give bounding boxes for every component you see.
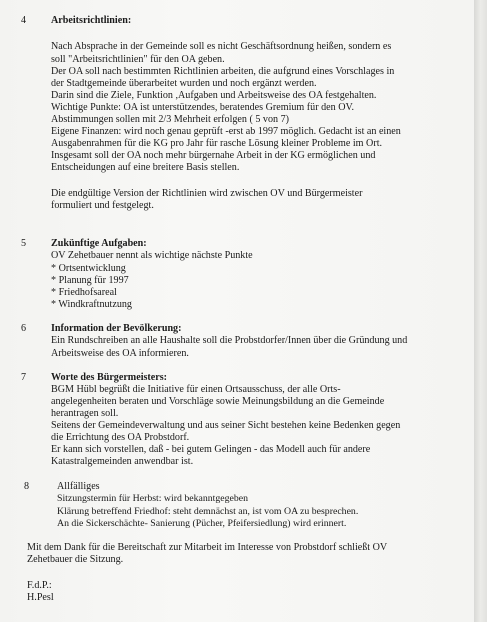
section-heading-arbeitsrichtlinien: Arbeitsrichtlinien: [51,15,132,26]
list-item: * Friedhofsareal [51,287,117,298]
text-line: Abstimmungen sollen mit 2/3 Mehrheit erfolgen ( 5 von 7) [51,114,290,125]
text-line: BGM Hübl begrüßt die Initiative für einen Ortsausschuss, der alle Orts- [51,384,341,395]
list-item: * Windkraftnutzung [51,299,132,310]
text-line: Entscheidungen auf eine breitere Basis stellen. [51,162,240,173]
paper-edge [474,0,487,622]
text-line: die Errichtung des OA Probstdorf. [51,432,190,443]
closing-text-line: Mit dem Dank für die Bereitschaft zur Mitarbeit im Interesse von Probstdorf schließt OV [27,542,388,553]
section-number: 5 [21,238,27,249]
section-number: 8 [24,481,30,492]
section-number: 6 [21,323,27,334]
section-number: 4 [21,15,27,26]
text-line: formuliert und festgelegt. [51,200,154,211]
text-line: Arbeitsweise des OA informieren. [51,348,189,359]
text-line: der Stadtgemeinde überarbeitet wurden und noch ergänzt werden. [51,78,317,89]
signature-name: H.Pesl [27,592,54,603]
text-line: Er kann sich vorstellen, daß - bei gutem Gelingen - das Modell auch für andere [51,444,371,455]
text-line: Seitens der Gemeindeverwaltung und aus seiner Sicht bestehen keine Bedenken gegen [51,420,401,431]
text-line: Der OA soll nach bestimmten Richtlinien arbeiten, die aufgrund eines Vorschlages in [51,66,395,77]
text-line: soll "Arbeitsrichtlinien" für den OA geben. [51,54,225,65]
section-heading-zukuenftige-aufgaben: Zukünftige Aufgaben: [51,238,147,249]
section-heading-information-der-bevoelkerung: Information der Bevölkerung: [51,323,182,334]
text-line: Wichtige Punkte: OA ist unterstützendes, beratendes Gremium für den OV. [51,102,354,113]
text-line: Darin sind die Ziele, Funktion ,Aufgaben und Arbeitsweise des OA festgehalten. [51,90,377,101]
text-line: An die Sickerschächte- Sanierung (Pücher, Pfeifersiedlung) wird erinnert. [57,518,347,529]
signature-fdp: F.d.P.: [27,580,52,591]
text-line: Klärung betreffend Friedhof: steht demnächst an, ist vom OA zu besprechen. [57,506,359,517]
section-number: 7 [21,372,27,383]
text-line: Ausgabenrahmen für die KG pro Jahr für rasche Lösung kleiner Probleme im Ort. [51,138,383,149]
text-line: Sitzungstermin für Herbst: wird bekanntgegeben [57,493,248,504]
text-line: angelegenheiten beraten und Vorschläge sowie Meinungsbildung an die Gemeinde [51,396,385,407]
text-line: Nach Absprache in der Gemeinde soll es nicht Geschäftsordnung heißen, sondern es [51,41,392,52]
section-heading-allfaelliges: Allfälliges [57,481,100,492]
list-item: * Planung für 1997 [51,275,129,286]
text-line: OV Zehetbauer nennt als wichtige nächste Punkte [51,250,253,261]
text-line: Katastralgemeinden anwendbar ist. [51,456,194,467]
closing-text-line: Zehetbauer die Sitzung. [27,554,124,565]
text-line: Ein Rundschreiben an alle Haushalte soll die Probstdorfer/Innen über die Gründung und [51,335,408,346]
text-line: herantragen soll. [51,408,119,419]
text-line: Eigene Finanzen: wird noch genau geprüft -erst ab 1997 möglich. Gedacht ist an einen [51,126,401,137]
section-heading-worte-des-buergermeisters: Worte des Bürgermeisters: [51,372,168,383]
text-line: Die endgültige Version der Richtlinien wird zwischen OV und Bürgermeister [51,188,363,199]
text-line: Insgesamt soll der OA noch mehr bürgernahe Arbeit in der KG ermöglichen und [51,150,376,161]
list-item: * Ortsentwicklung [51,263,126,274]
